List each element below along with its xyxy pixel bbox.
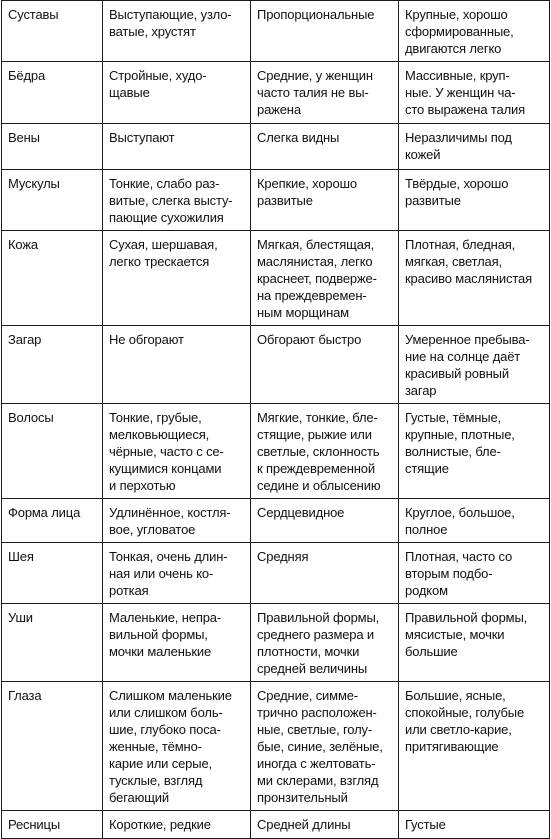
pitta-cell: Сердцевидное bbox=[251, 499, 399, 543]
row-label-cell: Уши bbox=[2, 604, 103, 682]
kapha-cell: Плотная, часто со вторым подбо- родком bbox=[399, 543, 550, 604]
vata-cell: Тонкие, слабо раз- витые, слегка высту- пающие сухожилия bbox=[103, 170, 251, 231]
row-label-cell: Ресницы bbox=[2, 811, 103, 839]
pitta-cell: Средние, у женщин часто талия не вы- ражена bbox=[251, 62, 399, 124]
row-label-cell: Форма лица bbox=[2, 499, 103, 543]
vata-cell: Слишком маленькие или слишком боль- шие, глубоко поса- женные, тёмно- карие или серые, тусклые, взгляд бегающий bbox=[103, 682, 251, 811]
vata-cell: Тонкие, грубые, мелковьющиеся, чёрные, часто с се- кущимися концами и перхотью bbox=[103, 404, 251, 499]
vata-cell: Сухая, шершавая, легко трескается bbox=[103, 231, 251, 326]
row-label-cell: Шея bbox=[2, 543, 103, 604]
pitta-cell: Правильной формы, среднего размера и плотности, мочки средней величины bbox=[251, 604, 399, 682]
pitta-cell: Мягкие, тонкие, бле- стящие, рыжие или светлые, склонность к преждевременной седине и облысению bbox=[251, 404, 399, 499]
pitta-cell: Средние, симме- трично расположен- ные, светлые, голу- бые, синие, зелёные, иногда с желтовать- ми склерами, взгляд пронзительный bbox=[251, 682, 399, 811]
vata-cell: Выступают bbox=[103, 124, 251, 170]
table-row bbox=[2, 604, 550, 682]
row-label-cell: Кожа bbox=[2, 231, 103, 326]
kapha-cell: Плотная, бледная, мягкая, светлая, красиво маслянистая bbox=[399, 231, 550, 326]
table-row bbox=[2, 62, 550, 124]
kapha-cell: Большие, ясные, спокойные, голубые или светло-карие, притягивающие bbox=[399, 682, 550, 811]
vata-cell: Маленькие, непра- вильной формы, мочки маленькие bbox=[103, 604, 251, 682]
pitta-cell: Крепкие, хорошо развитые bbox=[251, 170, 399, 231]
table-row bbox=[2, 543, 550, 604]
row-label-cell: Вены bbox=[2, 124, 103, 170]
constitution-table-container bbox=[1, 0, 549, 839]
table-row bbox=[2, 124, 550, 170]
vata-cell: Выступающие, узло- ватые, хрустят bbox=[103, 1, 251, 62]
row-label-cell: Волосы bbox=[2, 404, 103, 499]
kapha-cell: Круглое, большое, полное bbox=[399, 499, 550, 543]
table-row bbox=[2, 404, 550, 499]
kapha-cell: Густые bbox=[399, 811, 550, 839]
kapha-cell: Правильной формы, мясистые, мочки большие bbox=[399, 604, 550, 682]
table-body bbox=[2, 1, 550, 839]
vata-cell: Тонкая, очень длин- ная или очень ко- роткая bbox=[103, 543, 251, 604]
row-label-cell: Бёдра bbox=[2, 62, 103, 124]
table-row bbox=[2, 170, 550, 231]
row-label-cell: Загар bbox=[2, 326, 103, 404]
pitta-cell: Обгорают быстро bbox=[251, 326, 399, 404]
pitta-cell: Средней длины bbox=[251, 811, 399, 839]
kapha-cell: Неразличимы под кожей bbox=[399, 124, 550, 170]
table-row bbox=[2, 682, 550, 811]
vata-cell: Стройные, худо- щавые bbox=[103, 62, 251, 124]
row-label-cell: Глаза bbox=[2, 682, 103, 811]
pitta-cell: Пропорциональные bbox=[251, 1, 399, 62]
table-row bbox=[2, 231, 550, 326]
table-row bbox=[2, 326, 550, 404]
vata-cell: Короткие, редкие bbox=[103, 811, 251, 839]
kapha-cell: Крупные, хорошо сформированные, двигаются легко bbox=[399, 1, 550, 62]
table-row bbox=[2, 499, 550, 543]
row-label-cell: Мускулы bbox=[2, 170, 103, 231]
pitta-cell: Средняя bbox=[251, 543, 399, 604]
pitta-cell: Слегка видны bbox=[251, 124, 399, 170]
kapha-cell: Густые, тёмные, крупные, плотные, волнистые, бле- стящие bbox=[399, 404, 550, 499]
kapha-cell: Умеренное пребыва- ние на солнце даёт красивый ровный загар bbox=[399, 326, 550, 404]
constitution-table bbox=[1, 0, 550, 839]
table-row bbox=[2, 811, 550, 839]
kapha-cell: Твёрдые, хорошо развитые bbox=[399, 170, 550, 231]
table-row bbox=[2, 1, 550, 62]
pitta-cell: Мягкая, блестящая, маслянистая, легко краснеет, подверже- на преждевремен- ным морщинам bbox=[251, 231, 399, 326]
kapha-cell: Массивные, круп- ные. У женщин ча- сто выражена талия bbox=[399, 62, 550, 124]
vata-cell: Не обгорают bbox=[103, 326, 251, 404]
row-label-cell: Суставы bbox=[2, 1, 103, 62]
vata-cell: Удлинённое, костля- вое, угловатое bbox=[103, 499, 251, 543]
